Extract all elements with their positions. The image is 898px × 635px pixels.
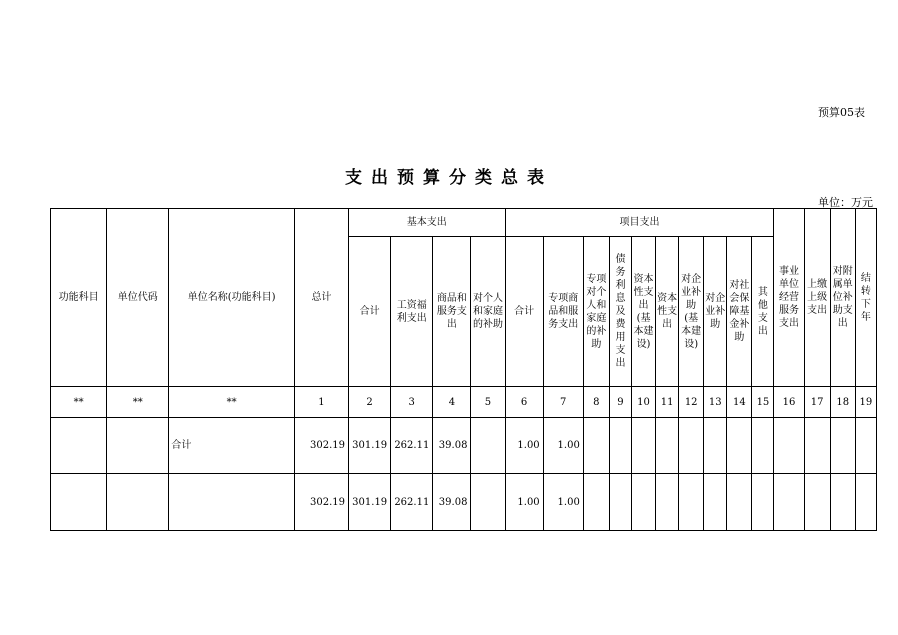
- header-project-group: 项目支出: [505, 209, 774, 237]
- page-title: 支出预算分类总表: [345, 168, 553, 188]
- cell-empty: [830, 418, 855, 474]
- cell-empty: [727, 474, 752, 531]
- cell-empty: [583, 474, 609, 531]
- cell-empty: [804, 474, 830, 531]
- cell-proj-total: 1.00: [505, 418, 543, 474]
- index-cell: 18: [830, 387, 855, 418]
- unit-label: 单位：万元: [818, 196, 873, 209]
- cell-empty: [774, 474, 804, 531]
- cell-basic-goods: 39.08: [433, 418, 471, 474]
- header-basic-group: 基本支出: [349, 209, 506, 237]
- index-cell: 10: [631, 387, 655, 418]
- cell-basic-total: 301.19: [349, 474, 391, 531]
- header-proj-capital: 资本性支出: [656, 237, 679, 387]
- index-row: [51, 387, 877, 418]
- header-proj-goods: 专项商品和服务支出: [543, 237, 583, 387]
- header-basic-goods: 商品和服务支出: [433, 237, 471, 387]
- table-row: [51, 474, 877, 531]
- cell-basic-personal: [471, 418, 505, 474]
- header-unit-code: 单位代码: [107, 209, 169, 387]
- index-cell: 9: [609, 387, 631, 418]
- index-cell: **: [107, 387, 169, 418]
- header-basic-wage: 工资福利支出: [391, 237, 433, 387]
- cell-empty: [631, 418, 655, 474]
- header-proj-other: 其他支出: [752, 237, 774, 387]
- cell-basic-total: 301.19: [349, 418, 391, 474]
- header-subsidiary: 对附属单位补助支出: [830, 209, 855, 387]
- cell-unit-code: [107, 474, 169, 531]
- index-cell: 2: [349, 387, 391, 418]
- cell-basic-wage: 262.11: [391, 418, 433, 474]
- cell-empty: [774, 418, 804, 474]
- index-cell: 6: [505, 387, 543, 418]
- header-basic-total: 合计: [349, 237, 391, 387]
- cell-empty: [656, 418, 679, 474]
- cell-unit-code: [107, 418, 169, 474]
- cell-empty: [609, 418, 631, 474]
- header-func-subject: 功能科目: [51, 209, 107, 387]
- cell-empty: [631, 474, 655, 531]
- cell-empty: [855, 474, 876, 531]
- header-proj-debt: 债务利息及费用支出: [609, 237, 631, 387]
- cell-empty: [704, 418, 727, 474]
- table-row: [51, 418, 877, 474]
- header-proj-personal: 专项对个人和家庭的补助: [583, 237, 609, 387]
- header-carry: 结转下年: [855, 209, 876, 387]
- header-upper: 上缴上级支出: [804, 209, 830, 387]
- index-cell: 15: [752, 387, 774, 418]
- cell-unit-name: [169, 474, 294, 531]
- budget-table: [50, 208, 877, 531]
- cell-empty: [679, 418, 704, 474]
- cell-func-code: [51, 474, 107, 531]
- cell-empty: [727, 418, 752, 474]
- index-cell: 7: [543, 387, 583, 418]
- index-cell: **: [51, 387, 107, 418]
- cell-basic-wage: 262.11: [391, 474, 433, 531]
- cell-func-code: [51, 418, 107, 474]
- cell-empty: [855, 418, 876, 474]
- cell-empty: [830, 474, 855, 531]
- cell-proj-total: 1.00: [505, 474, 543, 531]
- cell-empty: [679, 474, 704, 531]
- index-cell: **: [169, 387, 294, 418]
- cell-total: 302.19: [294, 474, 348, 531]
- index-cell: 5: [471, 387, 505, 418]
- index-cell: 12: [679, 387, 704, 418]
- cell-proj-goods: 1.00: [543, 474, 583, 531]
- cell-empty: [609, 474, 631, 531]
- header-business: 事业单位经营服务支出: [774, 209, 804, 387]
- header-proj-total: 合计: [505, 237, 543, 387]
- cell-empty: [804, 418, 830, 474]
- header-unit-name: 单位名称(功能科目): [169, 209, 294, 387]
- index-cell: 17: [804, 387, 830, 418]
- index-cell: 13: [704, 387, 727, 418]
- index-cell: 14: [727, 387, 752, 418]
- cell-empty: [752, 418, 774, 474]
- header-proj-enterprise: 对企业补助: [704, 237, 727, 387]
- cell-proj-goods: 1.00: [543, 418, 583, 474]
- index-cell: 16: [774, 387, 804, 418]
- cell-total: 302.19: [294, 418, 348, 474]
- cell-basic-goods: 39.08: [433, 474, 471, 531]
- cell-empty: [656, 474, 679, 531]
- header-proj-capital-build: 资本性支出(基本建设): [631, 237, 655, 387]
- header-proj-enterprise-build: 对企业补助(基本建设): [679, 237, 704, 387]
- index-cell: 8: [583, 387, 609, 418]
- index-cell: 4: [433, 387, 471, 418]
- header-basic-personal: 对个人和家庭的补助: [471, 237, 505, 387]
- cell-unit-name: 合计: [169, 418, 294, 474]
- index-cell: 3: [391, 387, 433, 418]
- cell-empty: [583, 418, 609, 474]
- form-number: 预算05表: [818, 106, 865, 119]
- cell-empty: [704, 474, 727, 531]
- index-cell: 1: [294, 387, 348, 418]
- header-total: 总计: [294, 209, 348, 387]
- index-cell: 11: [656, 387, 679, 418]
- cell-basic-personal: [471, 474, 505, 531]
- header-proj-social: 对社会保障基金补助: [727, 237, 752, 387]
- cell-empty: [752, 474, 774, 531]
- index-cell: 19: [855, 387, 876, 418]
